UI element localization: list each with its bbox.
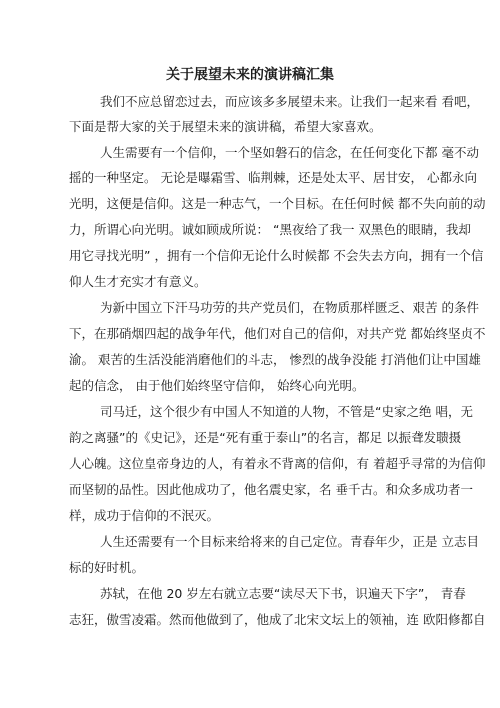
paragraph-3-line-1: 为新中国立下汗马功劳的共产党员们，在物质那样匮乏、艰苦 的条件 — [100, 300, 479, 315]
document-title: 关于展望未来的演讲稿汇集 — [166, 67, 334, 83]
paragraph-2-line-5: 用它寻找光明” ，拥有一个信仰无论什么时候都 不会失去方向，拥有一个信 — [69, 248, 484, 263]
paragraph-3-line-3: 渝。 艰苦的生活没能消磨他们的斗志， 惨烈的战争没能 打消他们让中国雄 — [69, 352, 481, 367]
paragraph-2-line-6: 仰人生才充实才有意义。 — [69, 274, 207, 289]
paragraph-4-line-5: 样，成功于信仰的不泯灭。 — [69, 508, 220, 523]
paragraph-3-line-2: 下，在那硝烟四起的战争年代，他们对自己的信仰，对共产党 都始终坚贞不 — [69, 326, 486, 341]
paragraph-2-line-3: 光明，这便是信仰。这是一种志气，一个目标。在任何时候 都不失向前的动 — [69, 196, 486, 211]
paragraph-1-line-1: 我们不应总留恋过去，而应该多多展望未来。让我们一起来看 看吧， — [100, 94, 479, 109]
paragraph-2-line-2: 摇的一种坚定。 无论是曝霜雪、临荆棘，还是处太平、居甘安， 心都永向 — [69, 170, 477, 185]
paragraph-3-line-4: 起的信念， 由于他们始终坚守信仰， 始终心向光明。 — [69, 378, 365, 393]
paragraph-4-line-2: 韵之离骚”的《史记》，还是“死有重于泰山”的名言，都足 以振聋发聩摄 — [69, 430, 462, 445]
paragraph-6-line-2: 志狂，傲雪凌霜。然而他做到了，他成了北宋文坛上的领袖，连 欧阳修都自 — [69, 612, 486, 627]
paragraph-4-line-4: 而坚韧的品性。因此他成功了，他名震史家，名 垂千古。和众多成功者一 — [69, 482, 473, 497]
paragraph-5-line-1: 人生还需要有一个目标来给将来的自己定位。青春年少，正是 立志目 — [100, 534, 479, 549]
paragraph-4-line-3: 人心魄。这位皇帝身边的人，有着永不背离的信仰，有 着超乎寻常的为信仰 — [69, 456, 486, 471]
paragraph-2-line-4: 力，所谓心向光明。诚如顾成所说： “黑夜给了我一 双黑色的眼睛，我却 — [69, 222, 471, 237]
paragraph-5-line-2: 标的好时机。 — [69, 560, 145, 575]
paragraph-2-line-1: 人生需要有一个信仰，一个坚如磐石的信念，在任何变化下都 毫不动 — [100, 145, 479, 160]
paragraph-4-line-1: 司马迁，这个很少有中国人不知道的人物，不管是“史家之绝 唱，无 — [100, 404, 473, 419]
paragraph-6-line-1: 苏轼，在他 20 岁左右就立志要“读尽天下书，识遍天下字”， 青春 — [100, 586, 466, 601]
paragraph-1-line-2: 下面是帮大家的关于展望未来的演讲稿，希望大家喜欢。 — [69, 119, 382, 134]
